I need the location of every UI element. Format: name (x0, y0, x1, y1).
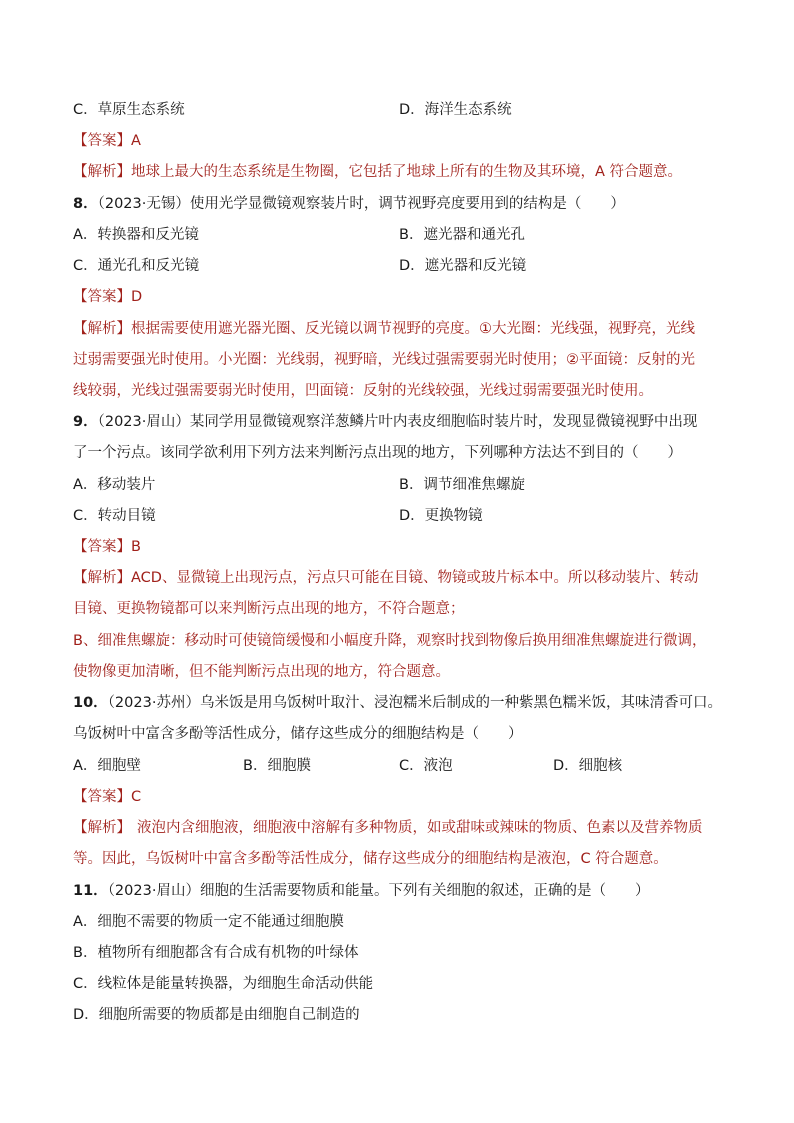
q9-option-d: D．更换物镜 (399, 508, 483, 524)
question-text: （2023·眉山）细胞的生活需要物质和能量。下列有关细胞的叙述，正确的是（ ） (107, 883, 650, 899)
q8-stem (73, 194, 625, 214)
analysis-text: 地球上最大的生态系统是生物圈，它包括了地球上所有的生物及其环境，A 符合题意。 (131, 164, 683, 180)
q9-analysis-line2: 目镜、更换物镜都可以来判断污点出现的地方，不符合题意； (73, 601, 465, 617)
question-text: （2023·眉山）某同学用显微镜观察洋葱鳞片叶内表皮细胞临时装片时，发现显微镜视野中出现 (97, 414, 698, 430)
q9-analysis-line1 (73, 568, 698, 588)
answer-value: B (131, 539, 141, 555)
q8-analysis-line3: 线较弱，光线过强需要弱光时使用，凹面镜：反射的光线较强，光线过弱需要强光时使用。 (73, 383, 653, 399)
q10-option-a: A．细胞壁 (73, 758, 141, 774)
q8-option-d: D．遮光器和反光镜 (399, 258, 527, 274)
q8-option-b: B．遮光器和通光孔 (399, 227, 525, 243)
q10-analysis-line1 (73, 818, 703, 838)
q9-answer (73, 537, 141, 557)
q10-stem-line1 (73, 693, 722, 713)
answer-tag: 【答案】 (73, 789, 131, 805)
question-number: 8． (73, 196, 98, 212)
q11-option-a: A．细胞不需要的物质一定不能通过细胞膜 (73, 914, 344, 930)
analysis-tag: 【解析】 (73, 570, 131, 586)
analysis-tag: 【解析】 (73, 164, 131, 180)
analysis-text: 根据需要使用遮光器光圈、反光镜以调节视野的亮度。①大光圈：光线强，视野亮，光线 (131, 321, 695, 337)
q10-option-d: D．细胞核 (553, 758, 623, 774)
q8-analysis-line2: 过弱需要强光时使用。小光圈：光线弱，视野暗，光线过强需要弱光时使用；②平面镜：反射的光 (73, 352, 695, 368)
question-number: 10． (73, 695, 108, 711)
analysis-text: 液泡内含细胞液，细胞液中溶解有多种物质，如或甜味或辣味的物质、色素以及营养物质 (137, 820, 703, 836)
q9-option-c: C．转动目镜 (73, 508, 156, 524)
q9-stem-line1 (73, 412, 697, 432)
answer-tag: 【答案】 (73, 133, 131, 149)
analysis-tag: 【解析】 (73, 321, 131, 337)
answer-tag: 【答案】 (73, 539, 131, 555)
q10-option-b: B．细胞膜 (243, 758, 311, 774)
q8-option-c: C．通光孔和反光镜 (73, 258, 200, 274)
question-text: （2023·无锡）使用光学显微镜观察装片时，调节视野亮度要用到的结构是（ ） (97, 196, 625, 212)
q9-stem-line2: 了一个污点。该同学欲利用下列方法来判断污点出现的地方，下列哪种方法达不到目的（ ） (73, 445, 682, 461)
answer-value: C (131, 789, 142, 805)
analysis-tag: 【解析】 (73, 820, 131, 836)
q7-option-d: D．海洋生态系统 (399, 102, 512, 118)
q9-analysis-line4: 使物像更加清晰，但不能判断污点出现的地方，符合题意。 (73, 664, 450, 680)
q11-stem (73, 881, 649, 901)
q9-analysis-line3: B、细准焦螺旋：移动时可使镜筒缓慢和小幅度升降，观察时找到物像后换用细准焦螺旋进行微调， (73, 633, 707, 649)
answer-value: A (131, 133, 141, 149)
q7-analysis (73, 162, 682, 182)
question-number: 9． (73, 414, 98, 430)
q8-answer (73, 287, 142, 307)
q7-option-c: C．草原生态系统 (73, 102, 185, 118)
q11-option-b: B．植物所有细胞都含有合成有机物的叶绿体 (73, 945, 359, 961)
q10-option-c: C．液泡 (399, 758, 453, 774)
q10-analysis-line2: 等。因此，乌饭树叶中富含多酚等活性成分，储存这些成分的细胞结构是液泡，C 符合题意。 (73, 851, 668, 867)
question-text: （2023·苏州）乌米饭是用乌饭树叶取汁、浸泡糯米后制成的一种紫黑色糯米饭，其味清香可口。 (107, 695, 722, 711)
q10-stem-line2: 乌饭树叶中富含多酚等活性成分，储存这些成分的细胞结构是（ ） (73, 726, 523, 742)
q10-answer (73, 787, 141, 807)
q7-answer (73, 131, 141, 151)
q11-option-d: D．细胞所需要的物质都是由细胞自己制造的 (73, 1007, 360, 1023)
answer-value: D (131, 289, 143, 305)
q8-option-a: A．转换器和反光镜 (73, 227, 199, 243)
answer-tag: 【答案】 (73, 289, 131, 305)
question-number: 11． (73, 883, 108, 899)
q11-option-c: C．线粒体是能量转换器，为细胞生命活动供能 (73, 976, 374, 992)
q9-option-a: A．移动装片 (73, 477, 156, 493)
analysis-text: ACD、显微镜上出现污点，污点只可能在目镜、物镜或玻片标本中。所以移动装片、转动 (131, 570, 699, 586)
q9-option-b: B．调节细准焦螺旋 (399, 477, 525, 493)
q8-analysis-line1 (73, 319, 695, 339)
